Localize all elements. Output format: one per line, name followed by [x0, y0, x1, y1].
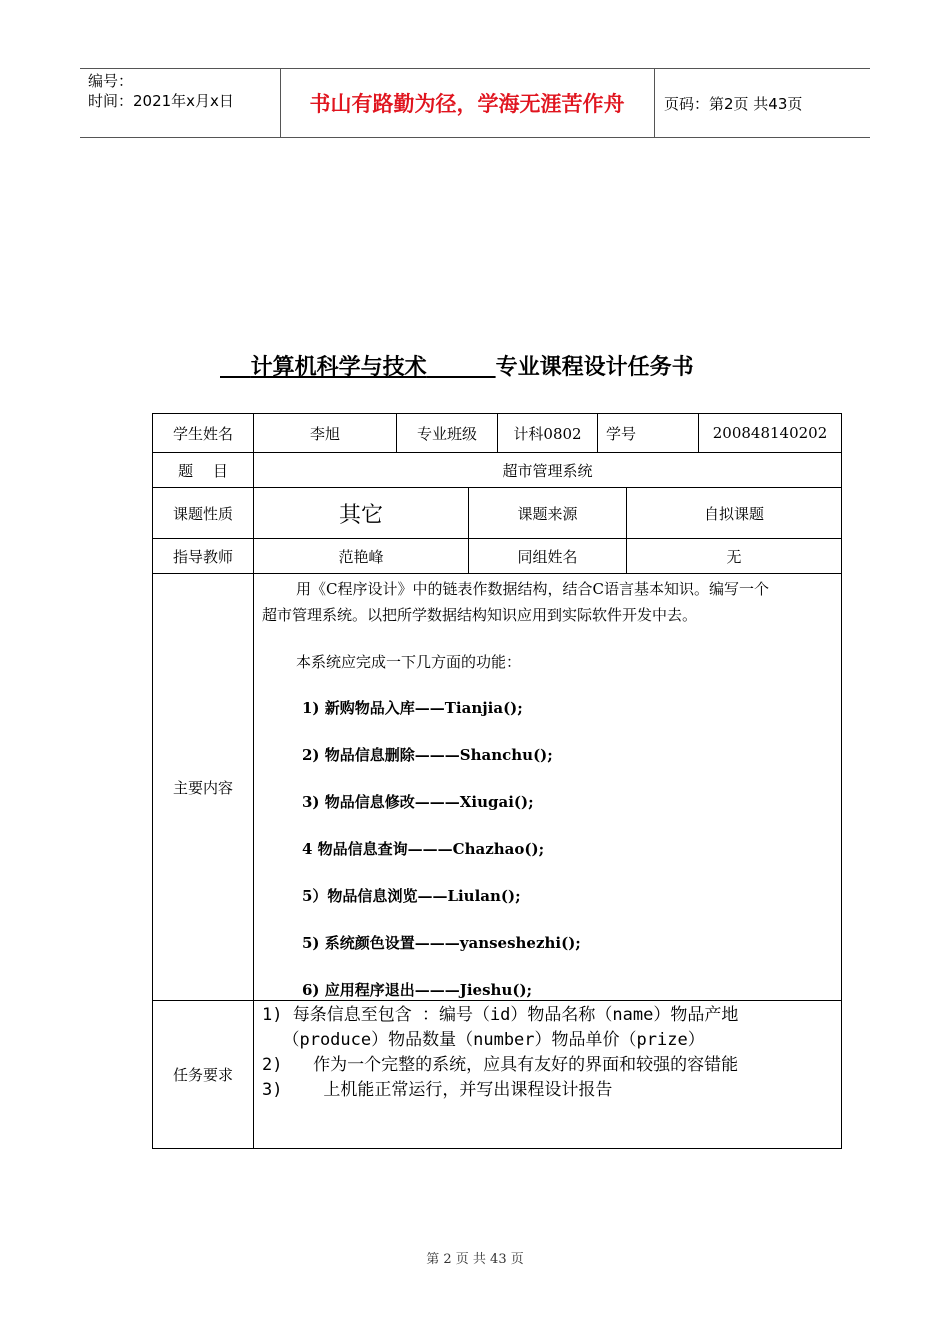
topic-label: 题 目 [152, 452, 254, 488]
group-value: 无 [626, 538, 842, 574]
nature-value: 其它 [253, 487, 469, 539]
group-label: 同组姓名 [468, 538, 627, 574]
topic-value: 超市管理系统 [253, 452, 842, 488]
title-major: 计算机科学与技术 [250, 354, 427, 380]
class-value: 计科0802 [497, 413, 598, 453]
id-value: 200848140202 [698, 413, 842, 453]
student-name-label: 学生姓名 [152, 413, 254, 453]
requirement-item: （produce）物品数量（number）物品单价（prize） [262, 1030, 705, 1050]
date-label: 时间：2021年x月x日 [88, 92, 234, 110]
requirement-item: 1) 每条信息至包含 ：编号（id）物品名称（name）物品产地 [262, 1005, 739, 1025]
function-item: 5）物品信息浏览——Liulan(); [302, 887, 521, 905]
requirement-item: 2) 作为一个完整的系统，应具有友好的界面和较强的容错能 [262, 1055, 739, 1075]
page-footer: 第 2 页 共 43 页 [426, 1252, 524, 1267]
number-label: 编号： [88, 72, 134, 90]
page-info: 页码：第2页 共43页 [664, 94, 803, 113]
function-item: 1) 新购物品入库——Tianjia(); [302, 699, 523, 717]
class-label: 专业班级 [396, 413, 498, 453]
requirements-text [262, 1003, 738, 1103]
function-item: 6) 应用程序退出———Jieshu(); [302, 981, 533, 999]
student-name: 李旭 [253, 413, 397, 453]
function-item: 4 物品信息查询———Chazhao(); [302, 840, 545, 858]
teacher-value: 范艳峰 [253, 538, 469, 574]
page-title [220, 350, 694, 381]
requirement-item: 3) 上机能正常运行，并写出课程设计报告 [262, 1080, 613, 1100]
teacher-label: 指导教师 [152, 538, 254, 574]
page-header [80, 68, 870, 138]
content-intro-3: 本系统应完成一下几方面的功能： [296, 653, 522, 671]
content-intro-2: 超市管理系统。以把所学数据结构知识应用到实际软件开发中去。 [262, 606, 698, 624]
function-item: 3) 物品信息修改———Xiugai(); [302, 793, 534, 811]
nature-label: 课题性质 [152, 487, 254, 539]
content-label: 主要内容 [152, 573, 254, 1001]
content-intro-1: 用《C程序设计》中的链表作数据结构，结合C语言基本知识。编写一个 [296, 580, 769, 598]
task-label: 任务要求 [152, 1000, 254, 1149]
title-suffix: 专业课程设计任务书 [495, 354, 694, 380]
id-label: 学号 [597, 413, 699, 453]
source-label: 课题来源 [468, 487, 627, 539]
function-item: 2) 物品信息删除———Shanchu(); [302, 746, 553, 764]
header-meta [88, 71, 280, 111]
header-motto: 书山有路勤为径，学海无涯苦作舟 [309, 92, 625, 116]
source-value: 自拟课题 [626, 487, 842, 539]
function-item: 5) 系统颜色设置———yanseshezhi(); [302, 934, 581, 952]
